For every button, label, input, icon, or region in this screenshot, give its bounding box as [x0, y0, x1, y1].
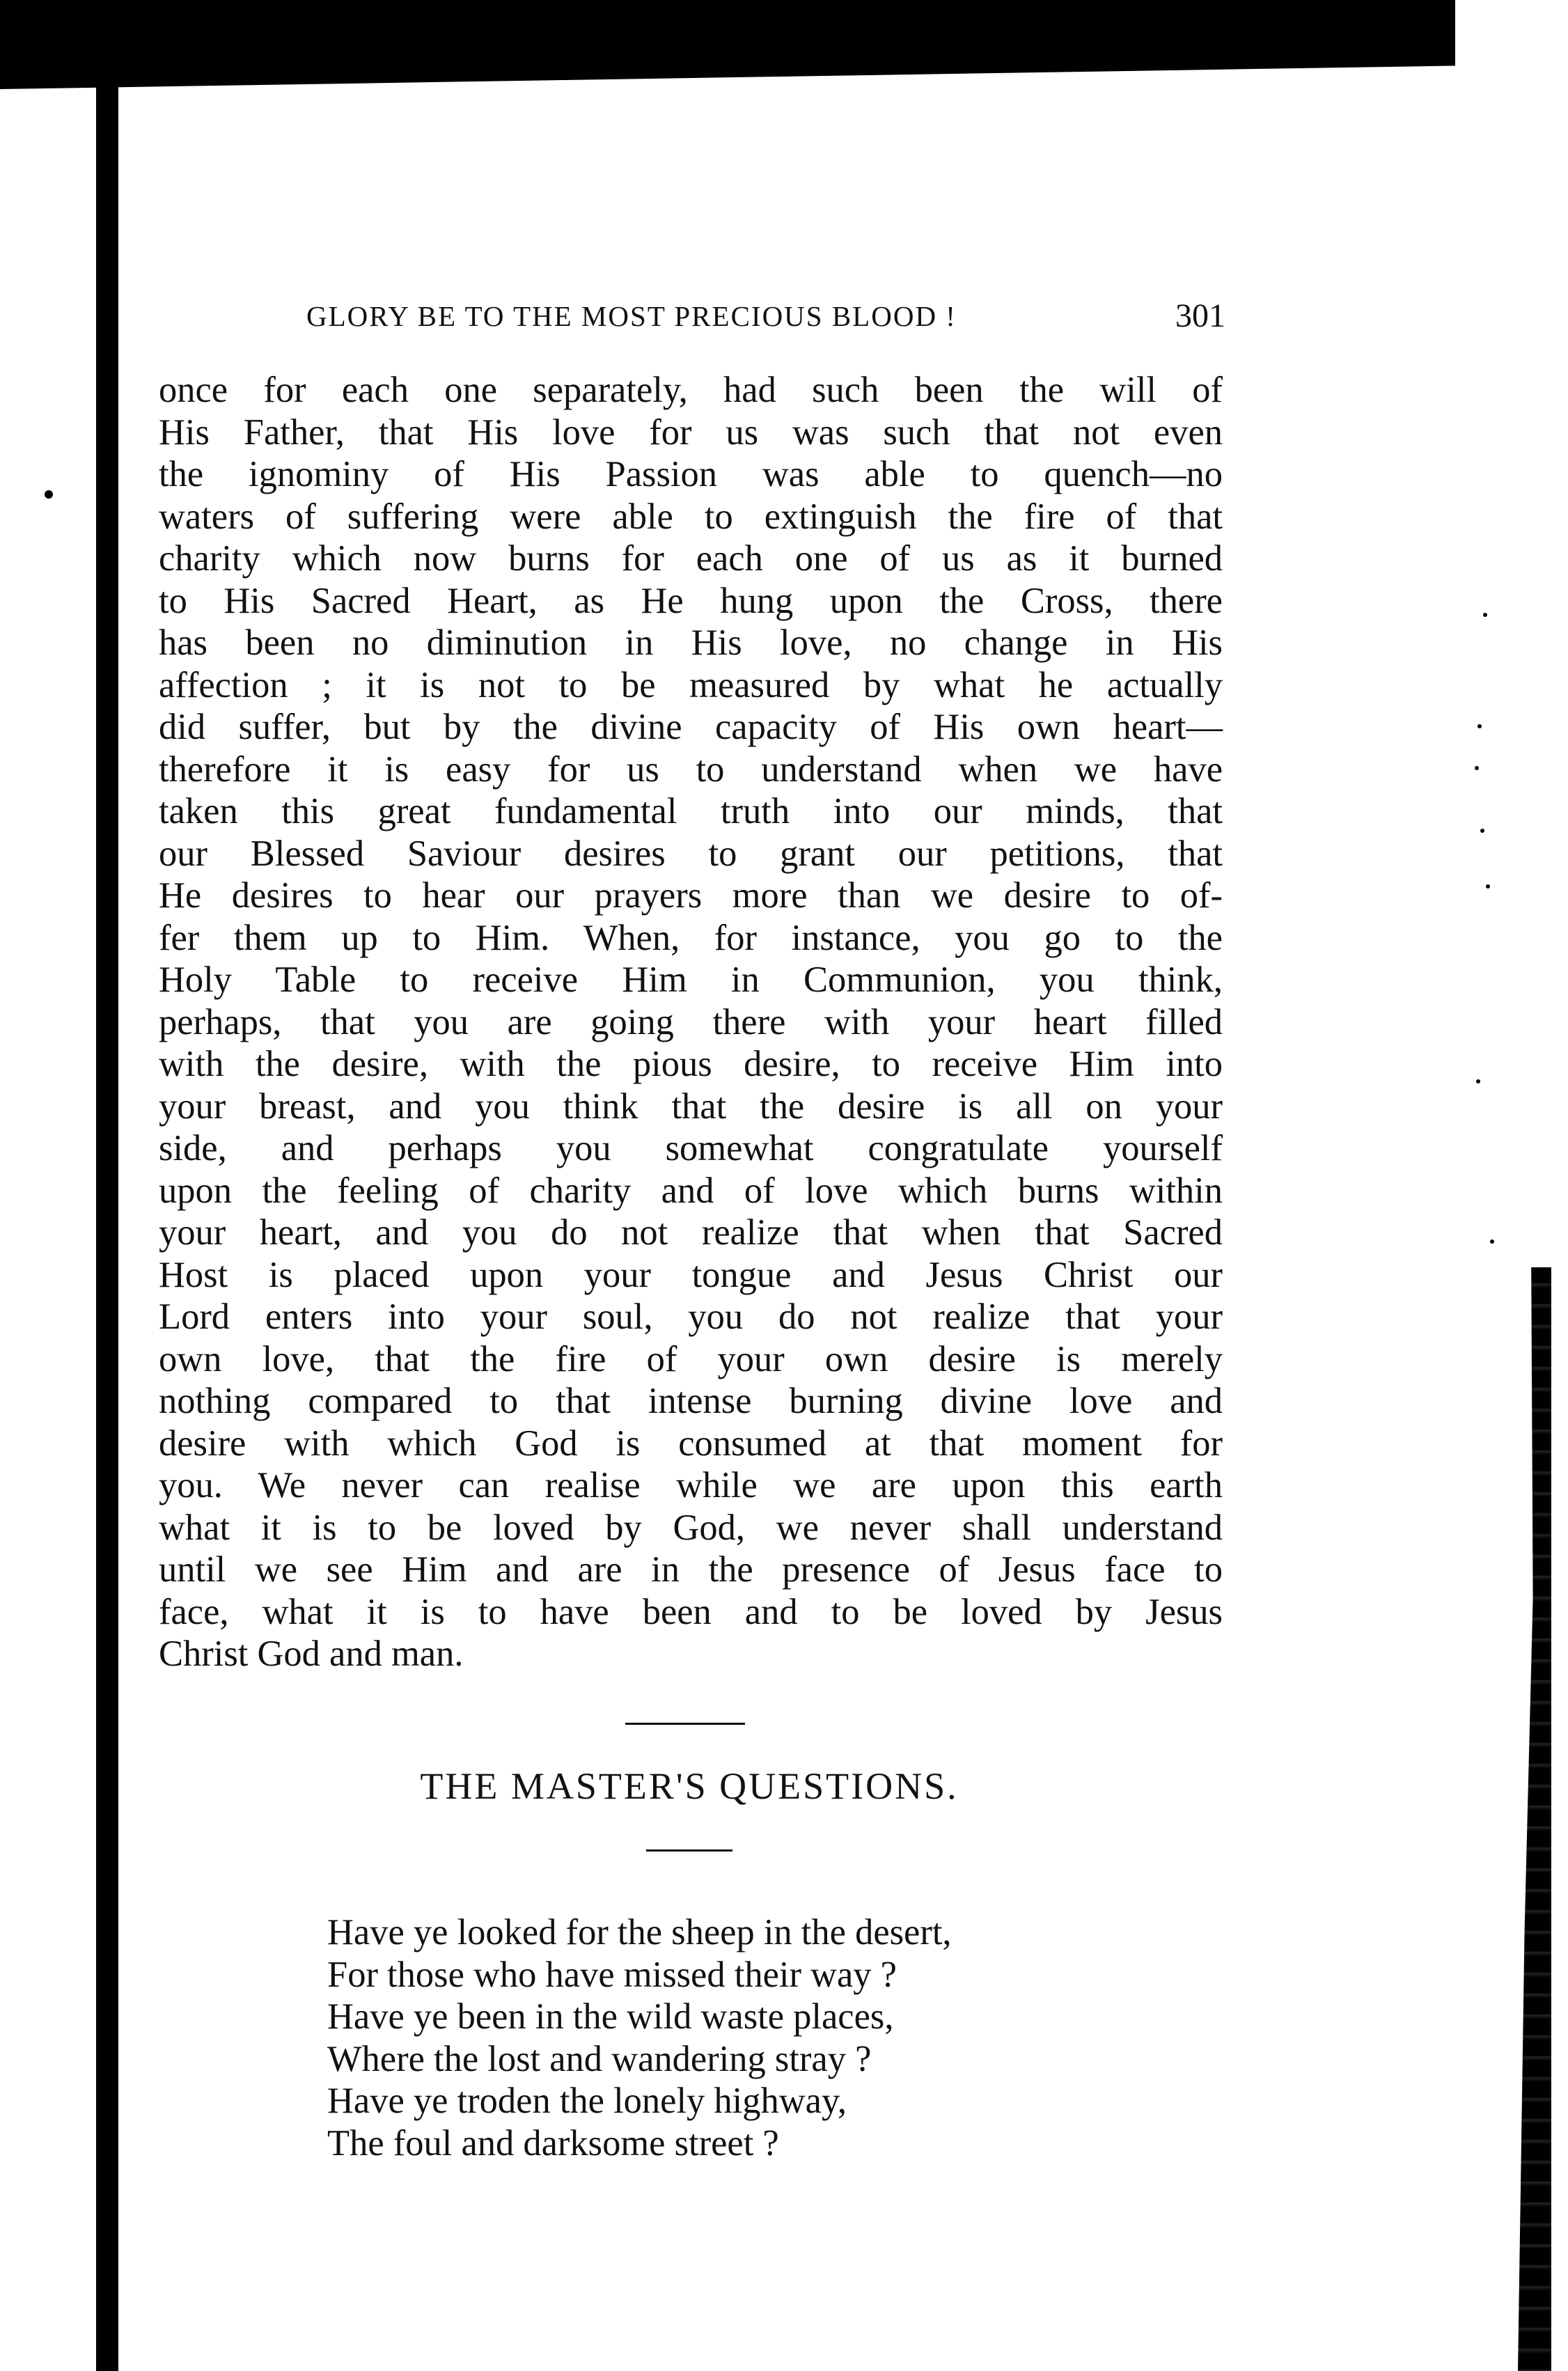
body-line: face, what it is to have been and to be loved by Jesus: [159, 1591, 1223, 1632]
body-line: own love, that the fire of your own desire is merely: [159, 1338, 1223, 1379]
body-line: what it is to be loved by God, we never shall understand: [159, 1507, 1223, 1548]
body-line: desire with which God is consumed at that moment for: [159, 1423, 1223, 1464]
body-line: charity which now burns for each one of us as it burned: [159, 538, 1223, 579]
body-line: with the desire, with the pious desire, to receive Him into: [159, 1044, 1223, 1084]
poem-line: Have ye been in the wild waste places,: [327, 1996, 894, 2037]
scan-speck: [1477, 724, 1482, 728]
body-line: Christ God and man.: [159, 1634, 464, 1674]
body-line: He desires to hear our prayers more than we desire to of-: [159, 875, 1223, 916]
scan-margin-mark: [45, 490, 53, 499]
section-divider-bottom: [646, 1849, 732, 1852]
body-line: Host is placed upon your tongue and Jesus Christ our: [159, 1254, 1223, 1295]
body-line: fer them up to Him. When, for instance, you go to the: [159, 917, 1223, 958]
scan-speck: [1480, 829, 1484, 833]
poem-line: Where the lost and wandering stray ?: [327, 2038, 872, 2079]
running-title: GLORY BE TO THE MOST PRECIOUS BLOOD !: [306, 300, 957, 332]
body-line: affection ; it is not to be measured by what he actually: [159, 664, 1223, 705]
body-line: waters of suffering were able to extinguish the fire of that: [159, 496, 1223, 537]
body-line: our Blessed Saviour desires to grant our petitions, that: [159, 833, 1223, 874]
body-line: your heart, and you do not realize that when that Sacred: [159, 1212, 1223, 1253]
scan-speck: [1490, 1239, 1494, 1244]
body-line: perhaps, that you are going there with your heart filled: [159, 1001, 1223, 1042]
body-paragraph: [159, 369, 1223, 1675]
body-line: Lord enters into your soul, you do not realize that your: [159, 1297, 1223, 1337]
body-line: upon the feeling of charity and of love which burns within: [159, 1170, 1223, 1211]
body-line: His Father, that His love for us was such that not even: [159, 412, 1223, 453]
scan-speck: [1486, 884, 1490, 889]
page-number: 301: [1175, 297, 1225, 334]
poem-stanza: [327, 1911, 952, 2164]
poem-line: Have ye looked for the sheep in the desert,: [327, 1912, 952, 1953]
body-line: therefore it is easy for us to understand when we have: [159, 749, 1223, 790]
poem-line: For those who have missed their way ?: [327, 1954, 897, 1995]
scan-left-border: [96, 77, 118, 2371]
body-line: until we see Him and are in the presence of Jesus face to: [159, 1549, 1223, 1590]
body-line: has been no diminution in His love, no change in His: [159, 623, 1223, 663]
body-line: your breast, and you think that the desire is all on your: [159, 1086, 1223, 1127]
scan-top-border-shadow: [0, 50, 1455, 89]
poem-line: The foul and darksome street ?: [327, 2122, 779, 2163]
body-line: did suffer, but by the divine capacity of His own heart—: [159, 707, 1223, 747]
running-header: [306, 299, 1225, 348]
body-line: you. We never can realise while we are upon this earth: [159, 1465, 1223, 1505]
scan-right-edge-shadow: [1518, 1267, 1551, 2371]
body-line: to His Sacred Heart, as He hung upon the Cross, there: [159, 580, 1223, 621]
body-line: the ignominy of His Passion was able to quench—no: [159, 454, 1223, 494]
scan-speck: [1476, 1079, 1480, 1083]
scan-speck: [1475, 766, 1479, 770]
body-line: nothing compared to that intense burning divine love and: [159, 1381, 1223, 1421]
section-divider-top: [625, 1723, 745, 1725]
body-line: taken this great fundamental truth into our minds, that: [159, 791, 1223, 831]
body-line: side, and perhaps you somewhat congratulate yourself: [159, 1128, 1223, 1168]
body-line: Holy Table to receive Him in Communion, you think,: [159, 960, 1223, 1000]
scan-speck: [1483, 613, 1487, 617]
body-line: once for each one separately, had such been the will of: [159, 370, 1223, 410]
poem-line: Have ye troden the lonely highway,: [327, 2081, 847, 2121]
section-title: THE MASTER'S QUESTIONS.: [420, 1765, 959, 1807]
